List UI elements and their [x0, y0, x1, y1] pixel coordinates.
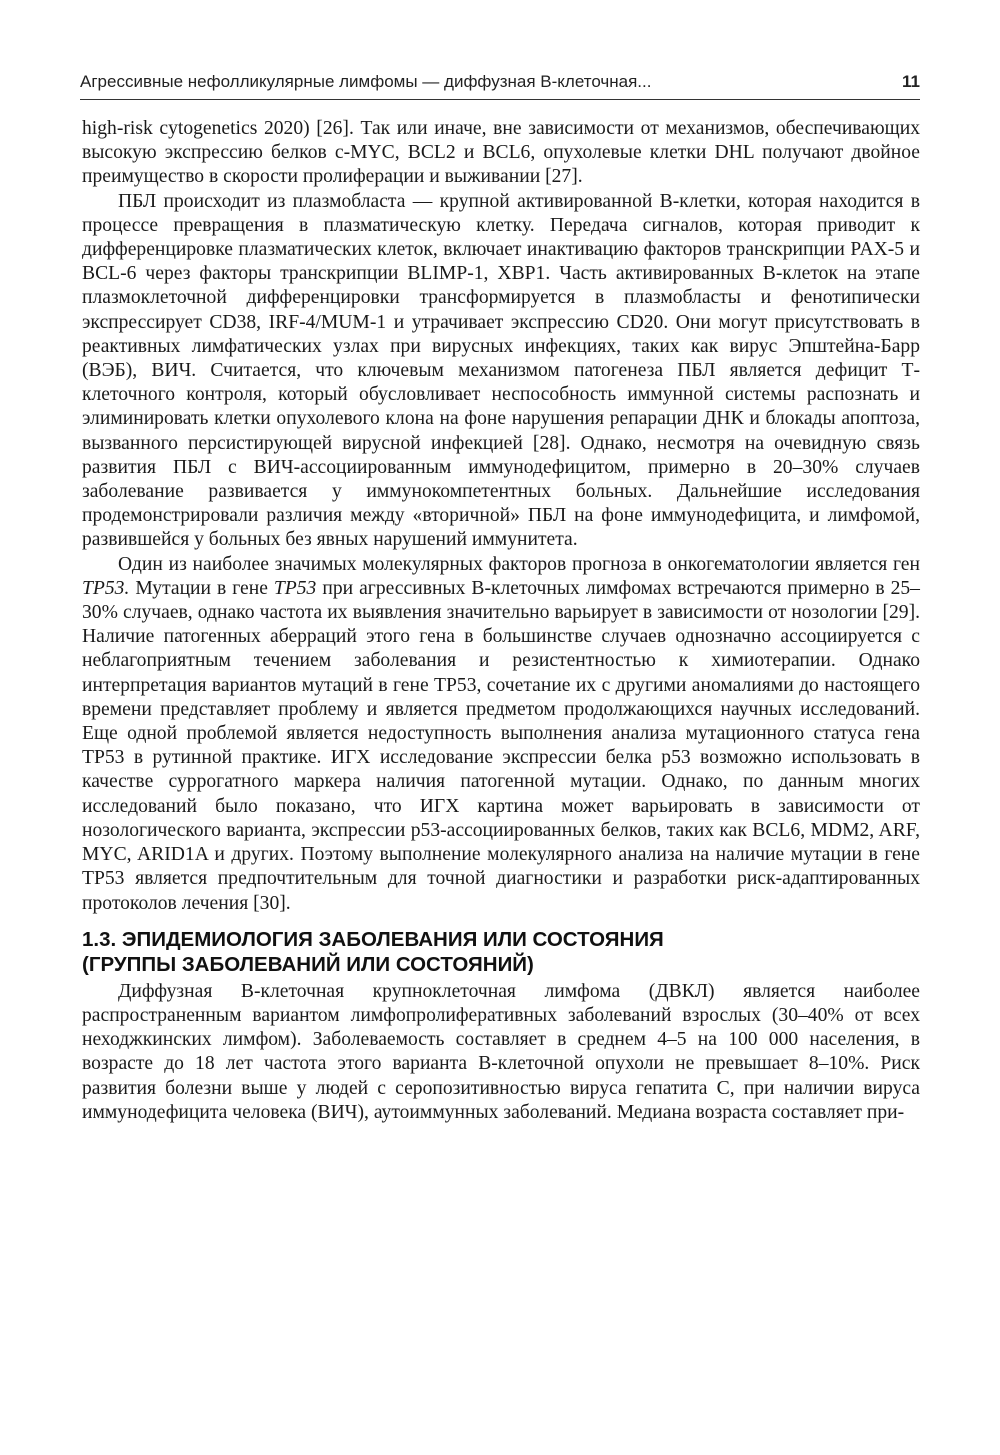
body-text — [82, 117, 920, 1125]
gene-name-tp53: TP53 — [273, 577, 317, 599]
section-heading — [82, 927, 920, 977]
paragraph-1: high-risk cytogenetics 2020) [26]. Так или иначе, вне зависимости от механизмов, обеспечивающих высокую экспрессию белков c-MYC, BCL2 и BCL6, опухолевые клетки DHL получают двойное преимущество в скорости пролиферации и выживании [27]. — [82, 118, 920, 188]
running-title: Агрессивные нефолликулярные лимфомы — диффузная В-клеточная... — [80, 72, 652, 91]
paragraph-2: ПБЛ происходит из плазмобласта — крупной активированной В-клетки, которая находится в процессе превращения в плазматическую клетку. Передача сигналов, которая приводит к дифференцировке плазматических клеток, включает инактивацию факторов транскрипции PAX-5 и BCL-6 через факторы транскрипции BLIMP-1, XBP1. Часть активированных В-клеток на этапе плазмоклеточной дифференцировки трансформируется в плазмобласты и фенотипически экспрессирует CD38, IRF-4/MUM-1 и утрачивает экспрессию CD20. Они могут присутствовать в реактивных лимфатических узлах при вирусных инфекциях, таких как вирус Эпштейна-Барр (ВЭБ), ВИЧ. Считается, что ключевым механизмом патогенеза ПБЛ является дефицит Т-клеточного контроля, который обусловливает неспособность иммунной системы распознать и элиминировать клетки опухолевого клона на фоне нарушения репарации ДНК и блокады апоптоза, вызванного персистирующей вирусной инфекцией [28]. Однако, несмотря на очевидную связь развития ПБЛ с ВИЧ-ассоциированным иммунодефицитом, примерно в 20–30% случаев заболевание развивается у иммунокомпетентных больных. Дальнейшие исследования продемонстрировали различия между «вторичной» ПБЛ на фоне иммунодефицита, и лимфомой, развившейся у больных без явных нарушений иммунитета. — [82, 190, 920, 551]
page-number: 11 — [902, 72, 920, 91]
paragraph-4: Диффузная В-клеточная крупноклеточная лимфома (ДВКЛ) является наиболее распространенным вариантом лимфопролиферативных заболеваний взрослых (30–40% от всех неходжкинских лимфом). Заболеваемость составляет в среднем 4–5 на 100 000 населения, в возрасте до 18 лет частота этого варианта В-клеточной опухоли не превышает 8–10%. Риск развития болезни выше у людей с серопозитивностью вируса гепатита С, при наличии вируса иммунодефицита человека (ВИЧ), аутоиммунных заболеваний. Медиана возраста составляет при- — [82, 980, 920, 1123]
running-header — [80, 70, 920, 94]
section-heading-line-2: (ГРУППЫ ЗАБОЛЕВАНИЙ ИЛИ СОСТОЯНИЙ) — [82, 952, 534, 976]
paragraph-3 — [82, 553, 920, 916]
section-heading-line-1: 1.3. ЭПИДЕМИОЛОГИЯ ЗАБОЛЕВАНИЯ ИЛИ СОСТОЯНИЯ — [82, 927, 664, 951]
paragraph-3-text-c: при агрессивных В-клеточных лимфомах встречаются примерно в 25–30% случаев, однако частота их выявления значительно варьирует в зависимости от нозологии [29]. Наличие патогенных аберраций этого гена в большинстве случаев однозначно ассоциируется с неблагоприятным течением заболевания и резистентностью к химиотерапии. Однако интерпретация вариантов мутаций в гене ТР53, сочетание их с другими аномалиями до настоящего времени представляет проблему и является предметом продолжающихся научных исследований. Еще одной проблемой является недоступность выполнения анализа мутационного статуса гена ТР53 в рутинной практике. ИГХ исследование экспрессии белка р53 возможно использовать в качестве суррогатного маркера наличия патогенной мутации. Однако, по данным многих исследований было показано, что ИГХ картина может варьировать в зависимости от нозологического варианта, экспрессии р53-ассоциированных белков, таких как BCL6, MDM2, ARF, MYC, ARID1A и других. Поэтому выполнение молекулярного анализа на наличие мутации в гене ТР53 является предпочтительным для точной диагностики и разработки риск-адаптированных протоколов лечения [30]. — [82, 577, 920, 914]
paragraph-3-text-a: Один из наиболее значимых молекулярных факторов прогноза в онкогематологии является ген — [118, 553, 920, 575]
paragraph-3-text-b: Мутации в гене — [129, 577, 274, 599]
header-rule — [80, 99, 920, 100]
gene-name-tp53: TP53. — [82, 577, 130, 599]
